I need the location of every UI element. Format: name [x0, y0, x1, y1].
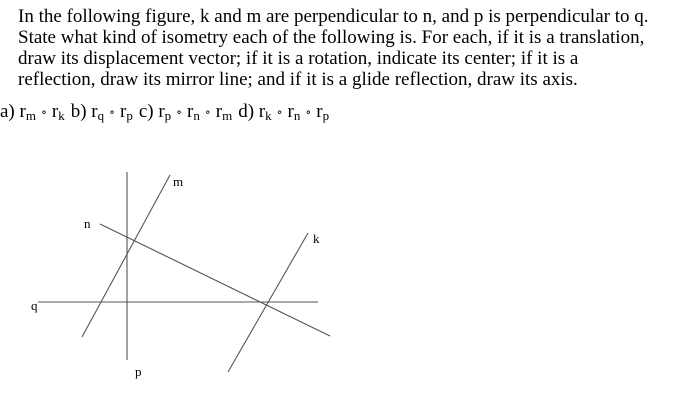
reflection-symbol: r	[215, 101, 223, 122]
problem-line-3: draw its displacement vector; if it is a rotation, indicate its center; if it is a	[18, 48, 579, 69]
part-label: c)	[138, 101, 154, 122]
reflection-subscript: k	[58, 108, 65, 123]
compose-operator: ∘	[276, 105, 283, 119]
part-label: a)	[0, 101, 15, 122]
part-label: d)	[238, 101, 255, 122]
problem-line-2: State what kind of isometry each of the following is. For each, if it is a translation,	[18, 27, 645, 48]
label-p: p	[135, 364, 142, 379]
label-k: k	[313, 231, 320, 246]
line-m	[82, 175, 170, 337]
line-n	[100, 224, 330, 336]
problem-line-4: reflection, draw its mirror line; and if it is a glide reflection, draw its axis.	[18, 69, 578, 90]
compose-operator: ∘	[204, 105, 211, 119]
label-m: m	[173, 174, 184, 189]
reflection-symbol: r	[158, 101, 165, 122]
reflection-subscript: p	[164, 108, 172, 123]
reflection-subscript: m	[25, 108, 36, 123]
reflection-symbol: r	[119, 101, 127, 122]
reflection-symbol: r	[51, 101, 59, 122]
reflection-subscript: p	[126, 108, 133, 123]
compose-operator: ∘	[109, 105, 115, 119]
reflection-subscript: q	[97, 108, 105, 123]
reflection-subscript: n	[193, 108, 200, 123]
problem-line-1: In the following figure, k and m are perpendicular to n, and p is perpendicular to q.	[18, 6, 649, 27]
compose-operator: ∘	[40, 105, 47, 119]
reflection-symbol: r	[187, 101, 194, 122]
reflection-symbol: r	[287, 101, 294, 122]
reflection-subscript: k	[265, 108, 272, 123]
label-q: q	[31, 298, 38, 313]
reflection-subscript: p	[322, 108, 330, 123]
reflection-symbol: r	[316, 101, 323, 122]
reflection-subscript: n	[293, 108, 301, 123]
label-n: n	[84, 216, 91, 231]
part-label: b)	[70, 101, 87, 122]
reflection-subscript: m	[222, 108, 233, 123]
reflection-symbol: r	[19, 101, 26, 122]
reflection-symbol: r	[91, 101, 98, 122]
reflection-symbol: r	[258, 101, 266, 122]
compose-operator: ∘	[176, 105, 183, 119]
compose-operator: ∘	[305, 105, 312, 119]
